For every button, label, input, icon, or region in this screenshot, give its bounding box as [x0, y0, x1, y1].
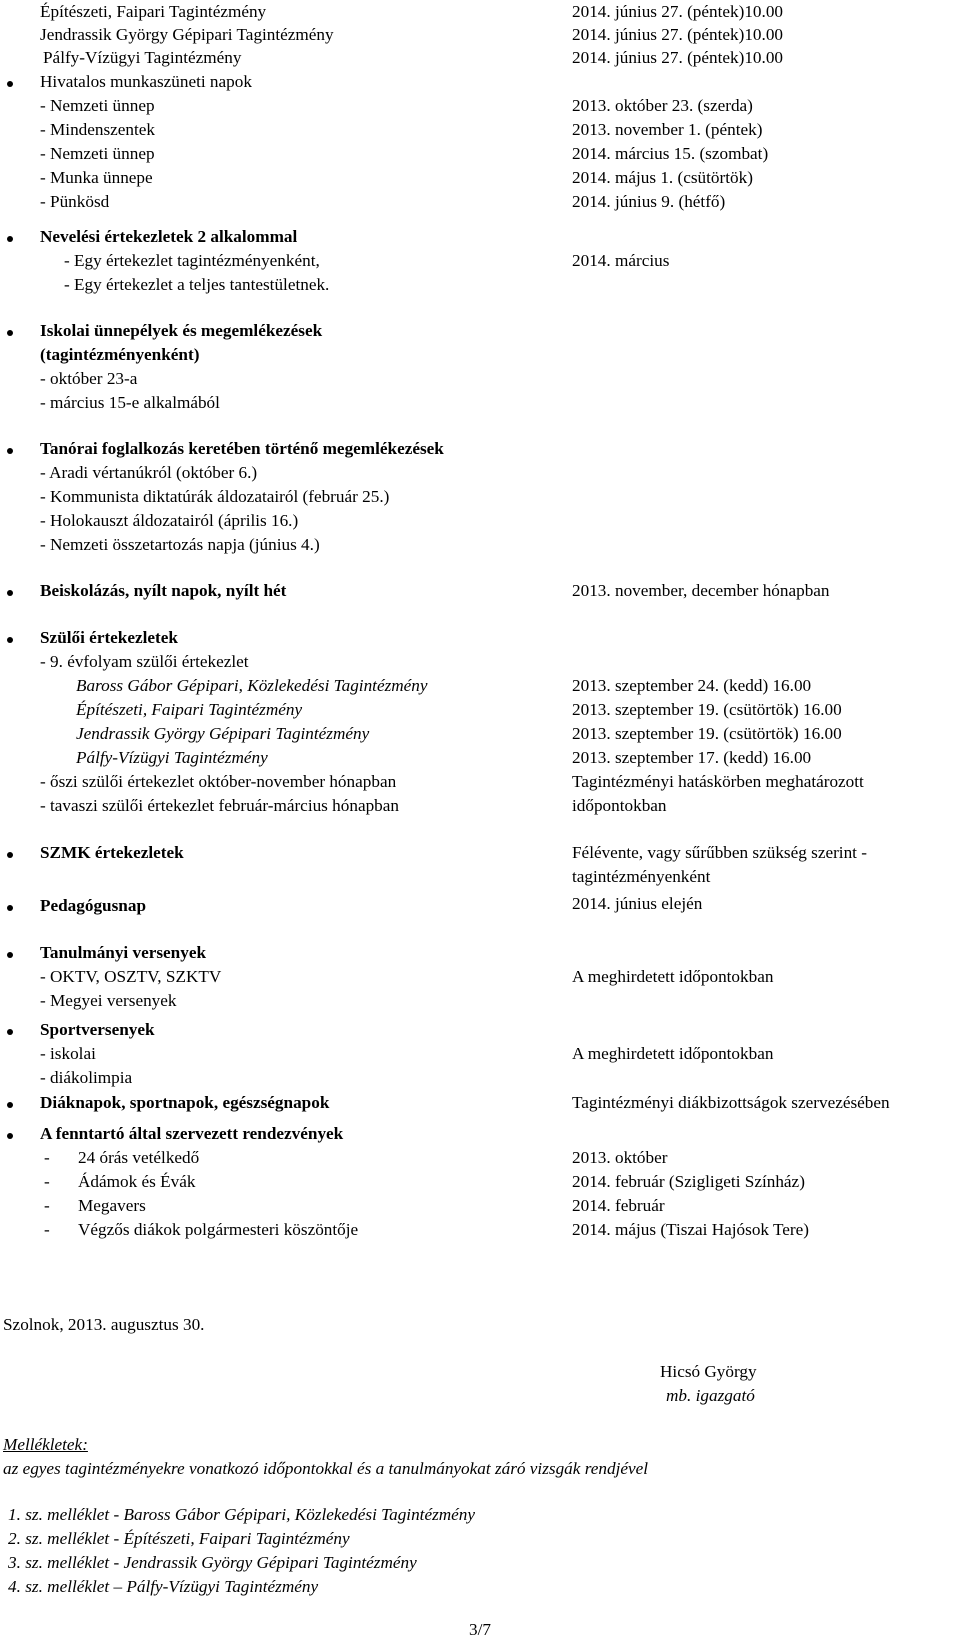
top-row-label: Jendrassik György Gépipari Tagintézmény — [40, 25, 334, 44]
enrollment-title: Beiskolázás, nyílt napok, nyílt hét — [40, 581, 287, 600]
holidays-title: Hivatalos munkaszüneti napok — [40, 72, 252, 91]
sports-note: A meghirdetett időpontokban — [572, 1044, 774, 1063]
student-days-note: Tagintézményi diákbizottságok szervezésében — [572, 1093, 890, 1112]
bullet-icon — [7, 236, 13, 242]
sports-title: Sportversenyek — [40, 1020, 155, 1039]
bullet-icon — [7, 1102, 13, 1108]
student-days-title: Diáknapok, sportnapok, egészségnapok — [40, 1093, 330, 1112]
signature-name: Hicsó György — [660, 1362, 757, 1381]
event-label: Megavers — [78, 1196, 146, 1215]
maintainer-events-title: A fenntartó által szervezett rendezvények — [40, 1124, 344, 1143]
event-date: 2014. május (Tiszai Hajósok Tere) — [572, 1220, 810, 1239]
holiday-label: - Pünkösd — [40, 192, 110, 211]
sports-item: - diákolimpia — [40, 1068, 133, 1087]
parent-meeting-note: időpontokban — [572, 796, 667, 815]
commemorations-title: Tanórai foglalkozás keretében történő megemlékezések — [40, 439, 444, 458]
staff-meetings-title: Nevelési értekezletek 2 alkalommal — [40, 227, 298, 246]
holiday-date: 2013. október 23. (szerda) — [572, 96, 753, 115]
page-number: 3/7 — [469, 1620, 491, 1639]
holiday-label: - Munka ünnepe — [40, 168, 153, 187]
parent-meeting-school: Baross Gábor Gépipari, Közlekedési Tagintézmény — [76, 676, 428, 695]
commemoration-item: - Nemzeti összetartozás napja (június 4.) — [40, 535, 320, 554]
teachers-day-title: Pedagógusnap — [40, 896, 147, 915]
parent-meeting-spring: - tavaszi szülői értekezlet február-március hónapban — [40, 796, 399, 815]
event-dash: - — [44, 1148, 50, 1167]
event-dash: - — [44, 1172, 50, 1191]
commemoration-item: - Holokauszt áldozatairól (április 16.) — [40, 511, 299, 530]
competition-item: - Megyei versenyek — [40, 991, 177, 1010]
event-dash: - — [44, 1220, 50, 1239]
competitions-note: A meghirdetett időpontokban — [572, 967, 774, 986]
parent-meeting-grade: - 9. évfolyam szülői értekezlet — [40, 652, 249, 671]
holiday-label: - Nemzeti ünnep — [40, 144, 155, 163]
bullet-icon — [7, 1133, 13, 1139]
bullet-icon — [7, 637, 13, 643]
holiday-date: 2014. március 15. (szombat) — [572, 144, 769, 163]
bullet-icon — [7, 852, 13, 858]
bullet-icon — [7, 330, 13, 336]
event-label: 24 órás vetélkedő — [78, 1148, 200, 1167]
attachments-description: az egyes tagintézményekre vonatkozó időpontokkal és a tanulmányokat záró vizsgák rendjével — [3, 1459, 649, 1478]
holiday-date: 2013. november 1. (péntek) — [572, 120, 763, 139]
event-label: Végzős diákok polgármesteri köszöntője — [78, 1220, 359, 1239]
holiday-date: 2014. május 1. (csütörtök) — [572, 168, 753, 187]
top-row-date: 2014. június 27. (péntek)10.00 — [572, 25, 784, 44]
bullet-icon — [7, 448, 13, 454]
competitions-title: Tanulmányi versenyek — [40, 943, 207, 962]
top-row-date: 2014. június 27. (péntek)10.00 — [572, 2, 784, 21]
event-date: 2014. február — [572, 1196, 665, 1215]
holiday-label: - Nemzeti ünnep — [40, 96, 155, 115]
celebration-item: - október 23-a — [40, 369, 138, 388]
teachers-day-date: 2014. június elején — [572, 894, 703, 913]
parent-meeting-date: 2013. szeptember 17. (kedd) 16.00 — [572, 748, 812, 767]
holiday-label: - Mindenszentek — [40, 120, 156, 139]
attachments-title: Mellékletek: — [3, 1435, 88, 1454]
szmk-note: Félévente, vagy sűrűbben szükség szerint - — [572, 843, 867, 862]
staff-meeting-item: - Egy értekezlet a teljes tantestületnek. — [64, 275, 330, 294]
top-row-label: Pálfy-Vízügyi Tagintézmény — [43, 48, 242, 67]
parent-meeting-school: Építészeti, Faipari Tagintézmény — [76, 700, 303, 719]
top-row-label: Építészeti, Faipari Tagintézmény — [40, 2, 267, 21]
place-date: Szolnok, 2013. augusztus 30. — [3, 1315, 205, 1334]
parent-meeting-date: 2013. szeptember 24. (kedd) 16.00 — [572, 676, 812, 695]
parent-meeting-school: Jendrassik György Gépipari Tagintézmény — [76, 724, 370, 743]
parent-meeting-autumn: - őszi szülői értekezlet október-november hónapban — [40, 772, 397, 791]
parent-meeting-date: 2013. szeptember 19. (csütörtök) 16.00 — [572, 724, 842, 743]
attachment-item: 4. sz. melléklet – Pálfy-Vízügyi Tagintézmény — [8, 1577, 319, 1596]
bullet-icon — [7, 905, 13, 911]
event-date: 2013. október — [572, 1148, 668, 1167]
event-dash: - — [44, 1196, 50, 1215]
commemoration-item: - Aradi vértanúkról (október 6.) — [40, 463, 258, 482]
staff-meetings-date: 2014. március — [572, 251, 670, 270]
attachment-item: 3. sz. melléklet - Jendrassik György Gépipari Tagintézmény — [8, 1553, 417, 1572]
attachment-item: 1. sz. melléklet - Baross Gábor Gépipari, Közlekedési Tagintézmény — [8, 1505, 476, 1524]
szmk-note: tagintézményenként — [572, 867, 711, 886]
commemoration-item: - Kommunista diktatúrák áldozatairól (február 25.) — [40, 487, 390, 506]
celebrations-subtitle: (tagintézményenként) — [40, 345, 200, 364]
competition-item: - OKTV, OSZTV, SZKTV — [40, 967, 222, 986]
event-label: Ádámok és Évák — [78, 1172, 196, 1191]
event-date: 2014. február (Szigligeti Színház) — [572, 1172, 805, 1191]
bullet-icon — [7, 81, 13, 87]
bullet-icon — [7, 952, 13, 958]
top-row-date: 2014. június 27. (péntek)10.00 — [572, 48, 784, 67]
bullet-icon — [7, 1029, 13, 1035]
szmk-title: SZMK értekezletek — [40, 843, 184, 862]
celebrations-title: Iskolai ünnepélyek és megemlékezések — [40, 321, 323, 340]
bullet-icon — [7, 590, 13, 596]
sports-item: - iskolai — [40, 1044, 96, 1063]
parent-meeting-school: Pálfy-Vízügyi Tagintézmény — [76, 748, 268, 767]
attachment-item: 2. sz. melléklet - Építészeti, Faipari Tagintézmény — [8, 1529, 350, 1548]
staff-meeting-item: - Egy értekezlet tagintézményenként, — [64, 251, 320, 270]
parent-meetings-title: Szülői értekezletek — [40, 628, 178, 647]
parent-meeting-note: Tagintézményi hatáskörben meghatározott — [572, 772, 864, 791]
parent-meeting-date: 2013. szeptember 19. (csütörtök) 16.00 — [572, 700, 842, 719]
celebration-item: - március 15-e alkalmából — [40, 393, 220, 412]
enrollment-date: 2013. november, december hónapban — [572, 581, 830, 600]
holiday-date: 2014. június 9. (hétfő) — [572, 192, 726, 211]
signature-role: mb. igazgató — [666, 1386, 755, 1405]
